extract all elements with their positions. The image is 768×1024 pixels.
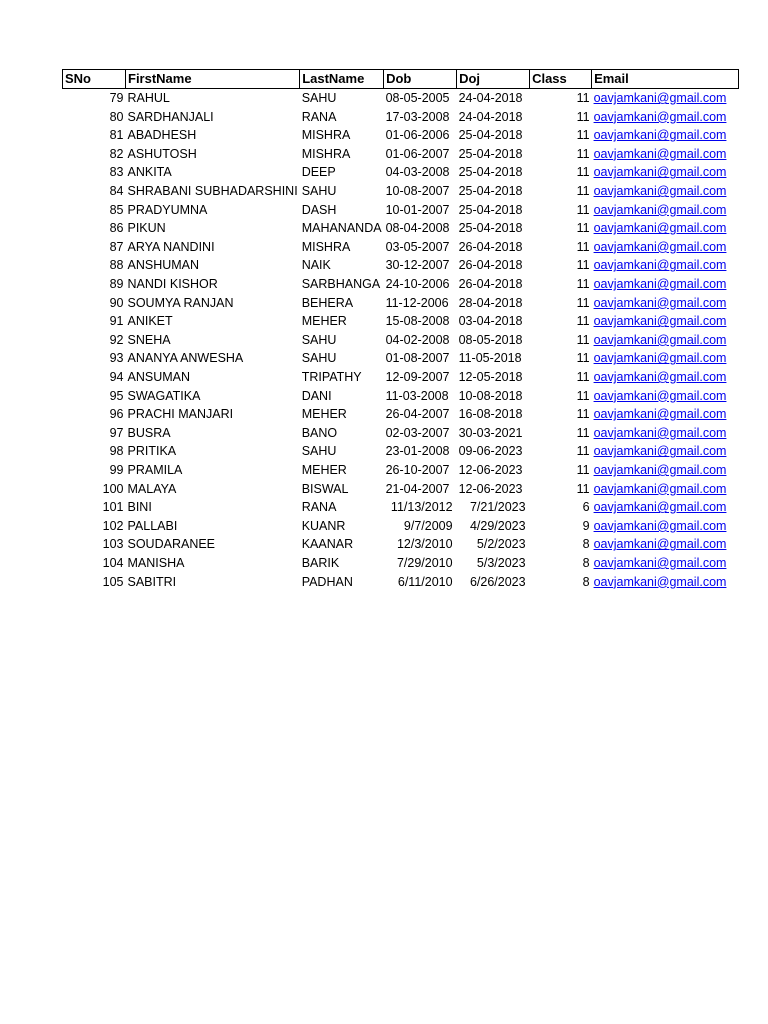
cell-firstname: PRADYUMNA: [127, 202, 208, 217]
cell-email[interactable]: oavjamkani@gmail.com: [593, 481, 727, 496]
cell-class: 11: [576, 184, 590, 199]
cell-class: 11: [576, 146, 590, 161]
table-row: [63, 182, 739, 201]
cell-class: 8: [582, 574, 590, 589]
cell-lastname: SAHU: [301, 351, 337, 366]
cell-firstname: ASHUTOSH: [127, 146, 197, 161]
cell-dob: 03-05-2007: [385, 239, 450, 254]
header-dob[interactable]: Dob: [384, 70, 457, 89]
cell-dob: 26-04-2007: [385, 407, 450, 422]
header-sno[interactable]: SNo: [63, 70, 126, 89]
cell-doj: 26-04-2018: [458, 239, 523, 254]
cell-firstname: SNEHA: [127, 332, 171, 347]
cell-dob: 01-06-2006: [385, 128, 450, 143]
cell-sno: 85: [109, 202, 124, 217]
cell-sno: 98: [109, 444, 124, 459]
cell-sno: 105: [102, 574, 124, 589]
cell-class: 11: [576, 295, 590, 310]
cell-class: 8: [582, 555, 590, 570]
header-class[interactable]: Class: [530, 70, 592, 89]
cell-dob: 24-10-2006: [385, 277, 450, 292]
cell-dob: 04-03-2008: [385, 165, 450, 180]
table-row: [63, 126, 739, 145]
table-row: [63, 275, 739, 294]
cell-doj: 12-05-2018: [458, 370, 523, 384]
cell-sno: 102: [102, 518, 124, 533]
cell-email[interactable]: oavjamkani@gmail.com: [593, 518, 727, 533]
cell-email[interactable]: oavjamkani@gmail.com: [593, 407, 727, 422]
cell-doj: 6/26/2023: [469, 574, 526, 589]
cell-lastname: RANA: [301, 109, 337, 124]
cell-email[interactable]: oavjamkani@gmail.com: [593, 574, 727, 589]
cell-dob: 01-06-2007: [385, 146, 450, 161]
cell-sno: 89: [109, 277, 124, 292]
cell-dob: 21-04-2007: [385, 481, 450, 496]
cell-lastname: BEHERA: [301, 295, 354, 310]
cell-firstname: NANDI KISHOR: [127, 277, 218, 292]
cell-email[interactable]: oavjamkani@gmail.com: [593, 221, 727, 236]
cell-lastname: MAHANANDA: [301, 221, 382, 236]
cell-class: 11: [576, 481, 590, 496]
cell-sno: 97: [109, 425, 124, 440]
cell-sno: 82: [109, 146, 124, 161]
cell-class: 9: [582, 518, 590, 533]
cell-lastname: TRIPATHY: [301, 370, 362, 384]
cell-email[interactable]: oavjamkani@gmail.com: [593, 165, 727, 180]
table-row: [63, 442, 739, 461]
table-row: [63, 312, 739, 331]
cell-doj: 12-06-2023: [458, 481, 523, 496]
cell-firstname: ANIKET: [127, 314, 173, 329]
table-body: [63, 89, 739, 592]
table-row: [63, 108, 739, 127]
cell-firstname: ABADHESH: [127, 128, 197, 143]
cell-lastname: MEHER: [301, 462, 347, 477]
cell-dob: 08-05-2005: [385, 91, 450, 106]
cell-email[interactable]: oavjamkani@gmail.com: [593, 277, 727, 292]
cell-lastname: SAHU: [301, 91, 337, 106]
cell-firstname: PRACHI MANJARI: [127, 407, 234, 422]
table-row: [63, 294, 739, 313]
cell-doj: 24-04-2018: [458, 109, 523, 124]
cell-email[interactable]: oavjamkani@gmail.com: [593, 314, 727, 329]
cell-email[interactable]: oavjamkani@gmail.com: [593, 91, 727, 106]
cell-doj: 30-03-2021: [458, 425, 523, 440]
cell-doj: 5/3/2023: [476, 555, 526, 570]
cell-email[interactable]: oavjamkani@gmail.com: [593, 370, 727, 384]
cell-dob: 10-01-2007: [385, 202, 450, 217]
table-row: [63, 349, 739, 368]
cell-email[interactable]: oavjamkani@gmail.com: [593, 128, 727, 143]
table-row: [63, 256, 739, 275]
cell-lastname: MISHRA: [301, 239, 351, 254]
cell-dob: 26-10-2007: [385, 462, 450, 477]
cell-firstname: MALAYA: [127, 481, 177, 496]
cell-lastname: KAANAR: [301, 537, 354, 552]
cell-lastname: BANO: [301, 425, 338, 440]
cell-lastname: MEHER: [301, 407, 347, 422]
cell-firstname: ANKITA: [127, 165, 172, 180]
cell-email[interactable]: oavjamkani@gmail.com: [593, 258, 727, 273]
cell-firstname: ANSHUMAN: [127, 258, 200, 273]
cell-email[interactable]: oavjamkani@gmail.com: [593, 184, 727, 199]
cell-doj: 25-04-2018: [458, 184, 523, 199]
cell-dob: 02-03-2007: [385, 425, 450, 440]
table-row: [63, 535, 739, 554]
cell-doj: 25-04-2018: [458, 146, 523, 161]
cell-firstname: SHRABANI SUBHADARSHINI: [127, 184, 298, 199]
cell-dob: 08-04-2008: [385, 221, 450, 236]
cell-firstname: BINI: [127, 500, 152, 515]
cell-doj: 24-04-2018: [458, 91, 523, 106]
cell-doj: 25-04-2018: [458, 128, 523, 143]
cell-sno: 88: [109, 258, 124, 273]
cell-dob: 17-03-2008: [385, 109, 450, 124]
cell-firstname: ANANYA ANWESHA: [127, 351, 244, 366]
table-row: [63, 368, 739, 387]
table-row: [63, 405, 739, 424]
cell-email[interactable]: oavjamkani@gmail.com: [593, 425, 727, 440]
cell-sno: 94: [109, 370, 124, 384]
cell-doj: 09-06-2023: [458, 444, 523, 459]
cell-email[interactable]: oavjamkani@gmail.com: [593, 462, 727, 477]
cell-class: 11: [576, 202, 590, 217]
table-row: [63, 424, 739, 443]
cell-lastname: BISWAL: [301, 481, 349, 496]
table-row: [63, 163, 739, 182]
cell-lastname: SAHU: [301, 444, 337, 459]
header-email[interactable]: Email: [592, 70, 739, 89]
cell-lastname: SAHU: [301, 184, 337, 199]
cell-firstname: SOUMYA RANJAN: [127, 295, 234, 310]
cell-doj: 25-04-2018: [458, 165, 523, 180]
header-doj[interactable]: Doj: [457, 70, 530, 89]
cell-dob: 12/3/2010: [396, 537, 453, 552]
cell-email[interactable]: oavjamkani@gmail.com: [593, 537, 727, 552]
cell-doj: 16-08-2018: [458, 407, 523, 422]
cell-sno: 91: [109, 314, 124, 329]
cell-firstname: SWAGATIKA: [127, 388, 201, 403]
cell-doj: 25-04-2018: [458, 202, 523, 217]
cell-sno: 90: [109, 295, 124, 310]
table-row: [63, 145, 739, 164]
cell-email[interactable]: oavjamkani@gmail.com: [593, 444, 727, 459]
cell-sno: 93: [109, 351, 124, 366]
cell-class: 11: [576, 109, 590, 124]
cell-dob: 11/13/2012: [390, 500, 453, 515]
cell-dob: 10-08-2007: [385, 184, 450, 199]
cell-lastname: SARBHANGA: [301, 277, 381, 292]
cell-sno: 79: [109, 91, 124, 106]
cell-email[interactable]: oavjamkani@gmail.com: [593, 109, 727, 124]
cell-lastname: MISHRA: [301, 146, 351, 161]
cell-class: 11: [576, 332, 590, 347]
cell-dob: 11-12-2006: [385, 295, 449, 310]
cell-doj: 5/2/2023: [476, 537, 526, 552]
cell-lastname: BARIK: [301, 555, 340, 570]
cell-class: 11: [576, 314, 590, 329]
cell-sno: 100: [102, 481, 124, 496]
table-row: [63, 219, 739, 238]
cell-sno: 80: [109, 109, 124, 124]
cell-sno: 81: [109, 128, 124, 143]
cell-dob: 11-03-2008: [385, 388, 449, 403]
student-sheet: [62, 69, 739, 591]
cell-firstname: SABITRI: [127, 574, 177, 589]
cell-lastname: RANA: [301, 500, 337, 515]
table-row: [63, 517, 739, 536]
cell-email[interactable]: oavjamkani@gmail.com: [593, 239, 727, 254]
cell-email[interactable]: oavjamkani@gmail.com: [593, 146, 727, 161]
cell-email[interactable]: oavjamkani@gmail.com: [593, 388, 727, 403]
cell-class: 11: [576, 239, 590, 254]
cell-firstname: PIKUN: [127, 221, 166, 236]
cell-class: 11: [576, 221, 590, 236]
cell-email[interactable]: oavjamkani@gmail.com: [593, 202, 727, 217]
cell-firstname: SOUDARANEE: [127, 537, 216, 552]
cell-sno: 99: [109, 462, 124, 477]
cell-dob: 7/29/2010: [396, 555, 453, 570]
cell-dob: 30-12-2007: [385, 258, 450, 273]
cell-firstname: SARDHANJALI: [127, 109, 214, 124]
cell-sno: 103: [102, 537, 124, 552]
cell-class: 11: [576, 407, 590, 422]
cell-doj: 26-04-2018: [458, 277, 523, 292]
cell-lastname: KUANR: [301, 518, 346, 533]
cell-sno: 96: [109, 407, 124, 422]
header-lastname[interactable]: LastName: [300, 70, 384, 89]
cell-lastname: DASH: [301, 202, 337, 217]
cell-doj: 08-05-2018: [458, 332, 523, 347]
cell-email[interactable]: oavjamkani@gmail.com: [593, 500, 727, 515]
cell-class: 11: [576, 462, 590, 477]
cell-class: 11: [576, 128, 590, 143]
cell-email[interactable]: oavjamkani@gmail.com: [593, 555, 727, 570]
cell-lastname: NAIK: [301, 258, 331, 273]
cell-sno: 101: [102, 500, 124, 515]
cell-doj: 7/21/2023: [469, 500, 526, 515]
cell-doj: 26-04-2018: [458, 258, 523, 273]
cell-email[interactable]: oavjamkani@gmail.com: [593, 351, 727, 366]
cell-class: 11: [576, 444, 590, 459]
cell-doj: 11-05-2018: [458, 351, 522, 366]
cell-sno: 87: [109, 239, 124, 254]
table-row: [63, 201, 739, 220]
table-row: [63, 479, 739, 498]
cell-email[interactable]: oavjamkani@gmail.com: [593, 332, 727, 347]
cell-dob: 15-08-2008: [385, 314, 450, 329]
cell-lastname: SAHU: [301, 332, 337, 347]
table-row: [63, 238, 739, 257]
cell-dob: 6/11/2010: [397, 574, 453, 589]
cell-class: 11: [576, 370, 590, 384]
table-row: [63, 498, 739, 517]
cell-class: 11: [576, 425, 590, 440]
cell-class: 11: [576, 258, 590, 273]
cell-dob: 9/7/2009: [403, 518, 453, 533]
cell-class: 11: [576, 277, 590, 292]
cell-firstname: MANISHA: [127, 555, 185, 570]
cell-doj: 4/29/2023: [469, 518, 526, 533]
cell-dob: 04-02-2008: [385, 332, 450, 347]
cell-firstname: BUSRA: [127, 425, 171, 440]
cell-doj: 28-04-2018: [458, 295, 523, 310]
cell-dob: 01-08-2007: [385, 351, 450, 366]
cell-lastname: MEHER: [301, 314, 347, 329]
cell-class: 8: [582, 537, 590, 552]
header-row: [63, 70, 739, 89]
cell-sno: 104: [102, 555, 124, 570]
cell-firstname: PRAMILA: [127, 462, 183, 477]
cell-class: 11: [576, 91, 590, 106]
cell-lastname: PADHAN: [301, 574, 353, 589]
cell-firstname: PRITIKA: [127, 444, 177, 459]
table-row: [63, 554, 739, 573]
cell-lastname: MISHRA: [301, 128, 351, 143]
cell-class: 11: [576, 388, 590, 403]
table-row: [63, 461, 739, 480]
cell-firstname: RAHUL: [127, 91, 170, 106]
cell-sno: 95: [109, 388, 124, 403]
cell-sno: 84: [109, 184, 124, 199]
table-row: [63, 572, 739, 591]
cell-doj: 10-08-2018: [458, 388, 523, 403]
student-table: [62, 69, 739, 591]
cell-sno: 86: [109, 221, 124, 236]
cell-sno: 83: [109, 165, 124, 180]
table-row: [63, 89, 739, 108]
cell-class: 11: [576, 351, 590, 366]
cell-lastname: DEEP: [301, 165, 336, 180]
cell-doj: 25-04-2018: [458, 221, 523, 236]
table-row: [63, 331, 739, 350]
cell-dob: 23-01-2008: [385, 444, 450, 459]
cell-dob: 12-09-2007: [385, 370, 450, 384]
cell-firstname: ANSUMAN: [127, 370, 191, 384]
cell-firstname: ARYA NANDINI: [127, 239, 215, 254]
cell-doj: 03-04-2018: [458, 314, 523, 329]
cell-sno: 92: [109, 332, 124, 347]
cell-class: 11: [576, 165, 590, 180]
cell-lastname: DANI: [301, 388, 332, 403]
cell-email[interactable]: oavjamkani@gmail.com: [593, 295, 727, 310]
header-firstname[interactable]: FirstName: [126, 70, 300, 89]
cell-firstname: PALLABI: [127, 518, 178, 533]
cell-class: 6: [582, 500, 590, 515]
cell-doj: 12-06-2023: [458, 462, 523, 477]
table-row: [63, 387, 739, 406]
